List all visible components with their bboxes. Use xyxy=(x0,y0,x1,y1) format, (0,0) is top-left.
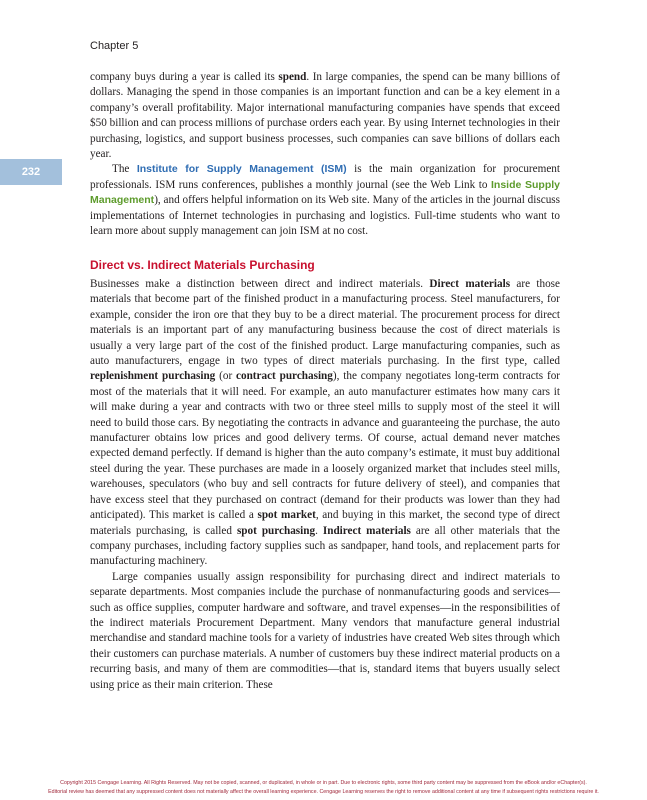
text-run: ), and offers helpful information on its Web site. Many of the articles in the journal discuss implementations of Internet technologies in purchasing and logistics. Full-time students who want to learn more about supply management can join ISM at no cost. xyxy=(90,194,560,238)
paragraph-indirect-purchasing: Large companies usually assign responsibility for purchasing direct and indirect materials to separate departments. Most companies include the purchase of nonmanufacturing goods and services—such as office supplies, computer hardware and software, and travel expenses—in the responsibilities of the indirect materials Procurement Department. Many vendors that manufacture general industrial merchandise and standard machine tools for a variety of industries have created Web sites through which their customers can purchase materials. A number of customers buy these indirect material products on a recurring basis, and many of them are commodities—that is, standard items that buyers usually select using price as their main criterion. These xyxy=(90,570,560,691)
text-run: . xyxy=(315,524,323,537)
term-spot-market: spot market xyxy=(257,509,316,522)
body-column-section xyxy=(90,277,560,693)
text-run: are all other materials that the company purchases, including factory supplies such as sandpaper, hand tools, and replacement parts for manufacturing machinery. xyxy=(90,524,561,568)
text-run: The xyxy=(112,163,137,176)
text-run: are those materials that become part of the finished product in a manufacturing process. Steel manufacturers, for example, consider the iron ore that they buy to be a direct material. The procurement process for direct materials is an important part of any manufacturing business because the cost of direct materials is usually a very large part of the cost of the finished product. Large manufacturing companies, such as auto manufacturers, engage in two types of direct materials purchasing. In the first type, called xyxy=(90,278,560,368)
link-ism[interactable]: Institute for Supply Management (ISM) xyxy=(136,163,347,176)
paragraph-direct-materials xyxy=(90,277,560,570)
paragraph-ism xyxy=(90,162,560,239)
section-heading: Direct vs. Indirect Materials Purchasing xyxy=(90,258,315,272)
term-spend: spend xyxy=(278,71,307,83)
text-run: company buys during a year is called its xyxy=(90,71,279,83)
term-spot-purchasing: spot purchasing xyxy=(236,524,316,537)
chapter-label: Chapter 5 xyxy=(90,40,139,52)
page-number-tab: 232 xyxy=(0,159,62,185)
link-inside-supply-management[interactable]: Inside Supply Management xyxy=(90,178,560,207)
term-direct-materials: Direct materials xyxy=(429,278,511,290)
term-indirect-materials: Indirect materials xyxy=(322,524,411,537)
body-column-top xyxy=(90,70,560,239)
paragraph-spend xyxy=(90,70,560,162)
text-run: (or xyxy=(215,370,237,383)
text-run: . In large companies, the spend can be many billions of dollars. Managing the spend in those companies is an important function and can be a key element in a company’s overall profitability. Major international manufacturing companies have spends that exceed $50 billion and can process millions of purchase orders each year. By using Internet technologies in their purchasing, logistics, and support business processes, such companies can save billions of dollars each year. xyxy=(90,71,560,161)
copyright-line-2: Editorial review has deemed that any suppressed content does not materially affect the overall learning experience. Cengage Learning reserves the right to remove additional content at any time if subsequent rights restrictions require it. xyxy=(48,789,599,795)
text-run: , and buying in this market, the second type of direct materials purchasing, is called xyxy=(90,509,560,537)
text-run: is the main organization for procurement professionals. ISM runs conferences, publishes a monthly journal (see the Web Link to xyxy=(90,163,560,191)
copyright-line-1: Copyright 2015 Cengage Learning. All Rights Reserved. May not be copied, scanned, or duplicated, in whole or in part. Due to electronic rights, some third party content may be suppressed from the eBook and/or eChapter(s). xyxy=(60,780,587,786)
text-run: ), the company negotiates long-term contracts for most of the materials that it will need. For example, an auto manufacturer estimates how many cars it will make during a year and contracts with two or three steel mills to supply most of the steel it will need to build those cars. By negotiating the contracts in advance and guaranteeing the purchase, the auto manufacturer obtains low prices and good delivery terms. Of course, actual demand never matches expected demand perfectly. If demand is higher than the auto company’s estimate, it must buy additional steel during the year. These purchases are made in a loosely organized market that includes steel mills, warehouses, speculators (who buy and sell contracts for future delivery of steel), and companies that have excess steel that they purchased on contract (demand for their products was lower than they had anticipated). This market is called a xyxy=(90,370,561,522)
term-contract-purchasing: contract purchasing xyxy=(236,370,333,383)
text-run: Businesses make a distinction between direct and indirect materials. xyxy=(90,278,430,290)
term-replenishment-purchasing: replenishment purchasing xyxy=(90,370,216,383)
